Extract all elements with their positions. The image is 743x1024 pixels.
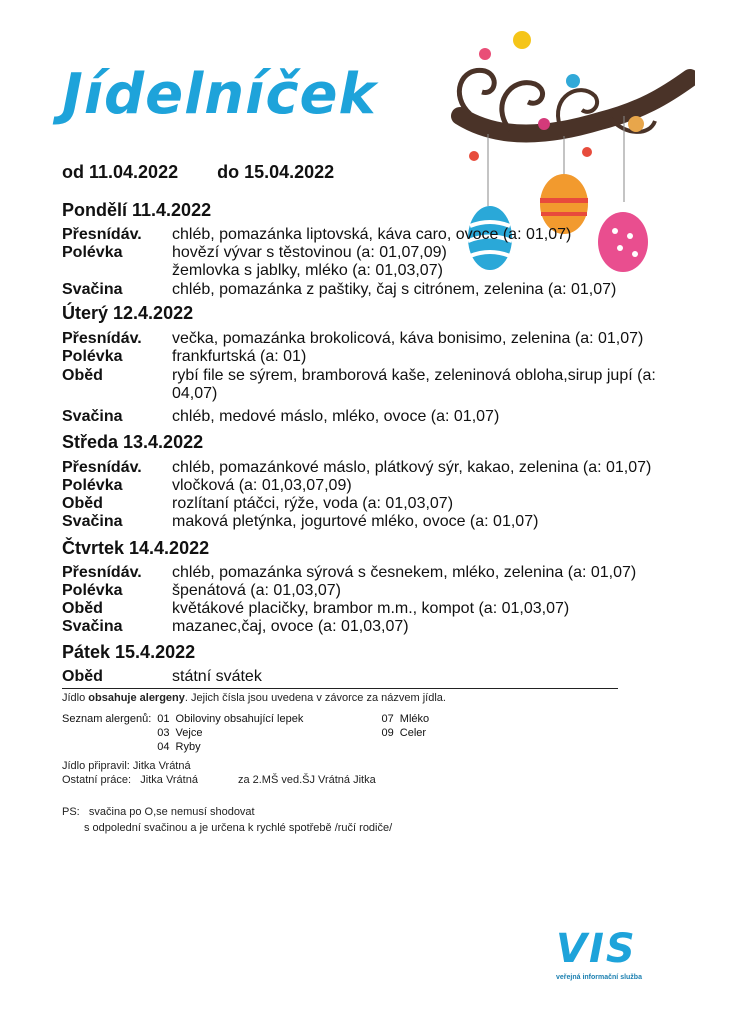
meal-label: Přesnídáv. xyxy=(62,459,142,476)
prepared-name: Jitka Vrátná xyxy=(132,760,191,772)
ps-line-1: svačina po O,se nemusí shodovat xyxy=(88,806,255,818)
meal-label: Přesnídáv. xyxy=(62,330,142,347)
meal-label: Přesnídáv. xyxy=(62,226,142,243)
signature-text: za 2.MŠ ved.ŠJ Vrátná Jitka xyxy=(237,774,376,786)
meal-value: chléb, pomazánka sýrová s česnekem, mléko, zelenina (a: 01,07) xyxy=(172,564,637,581)
allergen-list-label: Seznam alergenů: xyxy=(62,713,152,725)
meal-label: Polévka xyxy=(62,348,123,365)
meal-value: chléb, pomazánka z paštiky, čaj s citrónem, zelenina (a: 01,07) xyxy=(172,281,617,298)
meal-value: maková pletýnka, jogurtové mléko, ovoce (a: 01,07) xyxy=(172,513,539,530)
allergen-code: 04 xyxy=(157,741,170,753)
meal-label: Svačina xyxy=(62,408,123,425)
allergen-code: 01 xyxy=(157,713,170,725)
meal-value: večka, pomazánka brokolicová, káva bonisimo, zelenina (a: 01,07) xyxy=(172,330,644,347)
meal-value: žemlovka s jablky, mléko (a: 01,03,07) xyxy=(172,262,443,279)
meal-label: Svačina xyxy=(62,618,123,635)
allergen-note xyxy=(62,692,446,704)
ps-label: PS: xyxy=(62,806,80,818)
allergen-code: 03 xyxy=(157,727,170,739)
day-heading-wednesday: Středa 13.4.2022 xyxy=(62,432,204,452)
allergen-note-bold: obsahuje alergeny xyxy=(88,692,185,704)
meal-label: Oběd xyxy=(62,495,103,512)
page-title: Jídelníček xyxy=(62,62,377,127)
allergen-list xyxy=(62,712,435,754)
vis-logo-tagline: veřejná informační služba xyxy=(556,974,642,981)
day-heading-monday: Pondělí 11.4.2022 xyxy=(62,200,212,220)
meal-label: Oběd xyxy=(62,367,103,384)
meal-value: rozlítaní ptáčci, rýže, voda (a: 01,03,07) xyxy=(172,495,454,512)
meal-value: špenátová (a: 01,03,07) xyxy=(172,582,342,599)
meal-label: Svačina xyxy=(62,513,123,530)
meal-value: mazanec,čaj, ovoce (a: 01,03,07) xyxy=(172,618,409,635)
meal-label: Svačina xyxy=(62,281,123,298)
meal-value: frankfurtská (a: 01) xyxy=(172,348,307,365)
meal-value: chléb, pomazánka liptovská, káva caro, ovoce (a: 01,07) xyxy=(172,226,572,243)
prepared-label: Jídlo připravil: xyxy=(62,760,130,772)
allergen-note-pre: Jídlo xyxy=(62,692,89,704)
day-heading-tuesday: Úterý 12.4.2022 xyxy=(62,303,194,323)
allergen-note-post: . Jejich čísla jsou uvedena v závorce za názvem jídla. xyxy=(184,692,446,704)
other-work xyxy=(62,774,376,786)
allergen-name: Vejce xyxy=(175,727,203,739)
meal-value: hovězí vývar s těstovinou (a: 01,07,09) xyxy=(172,244,447,261)
vis-logo xyxy=(556,926,642,981)
date-to: do 15.04.2022 xyxy=(217,162,335,182)
vis-logo-text: VIS xyxy=(556,926,637,972)
day-heading-friday: Pátek 15.4.2022 xyxy=(62,642,196,662)
other-name: Jitka Vrátná xyxy=(140,774,198,786)
meal-label: Polévka xyxy=(62,582,123,599)
ps-line-2: s odpolední svačinou a je určena k rychlé spotřebě /ručí rodiče/ xyxy=(84,822,393,834)
prepared-by xyxy=(62,760,191,772)
meal-label: Oběd xyxy=(62,600,103,617)
meal-label: Polévka xyxy=(62,244,123,261)
day-heading-thursday: Čtvrtek 14.4.2022 xyxy=(62,538,210,558)
allergen-name: Obiloviny obsahující lepek xyxy=(175,713,304,725)
other-label: Ostatní práce: xyxy=(62,774,132,786)
allergen-name: Mléko xyxy=(399,713,430,725)
divider xyxy=(62,688,618,689)
date-from: od 11.04.2022 xyxy=(62,162,179,182)
allergen-code: 07 xyxy=(381,713,394,725)
meal-value: rybí file se sýrem, bramborová kaše, zeleninová obloha,sirup jupí (a: 04,07) xyxy=(172,367,656,402)
allergen-name: Ryby xyxy=(175,741,201,753)
date-range xyxy=(62,162,368,183)
meal-label: Polévka xyxy=(62,477,123,494)
meal-value: květákové placičky, brambor m.m., kompot (a: 01,03,07) xyxy=(172,600,570,617)
ps-note xyxy=(62,806,255,818)
meal-label: Přesnídáv. xyxy=(62,564,142,581)
meal-value: chléb, medové máslo, mléko, ovoce (a: 01,07) xyxy=(172,408,500,425)
allergen-code: 09 xyxy=(381,727,394,739)
meal-value: vločková (a: 01,03,07,09) xyxy=(172,477,352,494)
meal-label: Oběd xyxy=(62,668,103,685)
allergen-name: Celer xyxy=(399,727,427,739)
meal-value: státní svátek xyxy=(172,668,262,685)
meal-value: chléb, pomazánkové máslo, plátkový sýr, kakao, zelenina (a: 01,07) xyxy=(172,459,652,476)
